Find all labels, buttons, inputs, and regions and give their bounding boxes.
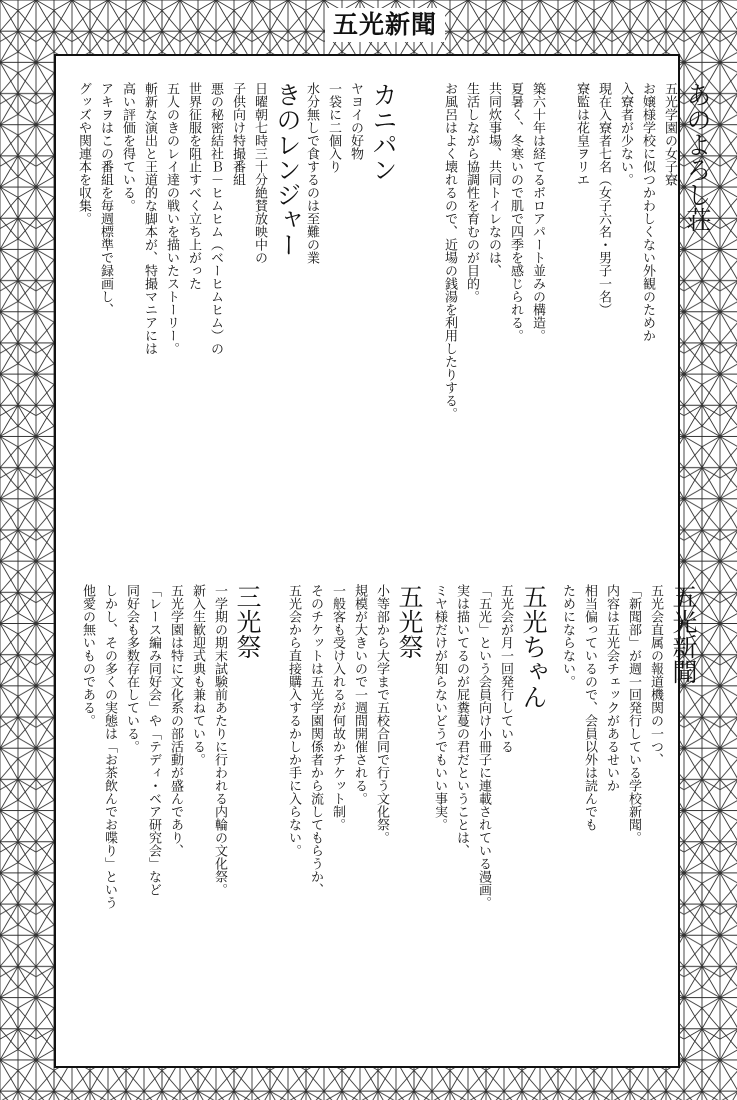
article-title: 五光祭 [395, 584, 424, 659]
article-line: 同好会も多数存在している。 [124, 584, 139, 753]
article-line: 子供向け特撮番組 [230, 82, 245, 186]
article-panel [54, 54, 712, 1068]
article-line: 寮監は花皇ヲリエ [574, 82, 589, 186]
article-line: お嬢様学校に似つかわしくない外観のためか [640, 82, 655, 342]
article-line: 水分無しで食するのは至難の業 [304, 82, 319, 264]
article-line: 相当偏っているので、会員以外は読んでも [582, 584, 597, 831]
article-line: 斬新な演出と王道的な脚本が、特撮マニアには [142, 82, 157, 355]
article-title: あのよろし荘 [683, 82, 712, 232]
article-line: 「五光」という会員向け小冊子に連載されている漫画。 [476, 584, 491, 909]
article-line: そのチケットは五光学園関係者から流してもらうか、 [308, 584, 323, 896]
article-kino-ranger [72, 82, 304, 355]
article-line: 現在入寮者七名（女子六名・男子一名） [596, 82, 611, 316]
article-line: 入寮者が少ない。 [618, 82, 633, 186]
article-line: しかし、その多くの実態は「お茶飲んでお喋り」という [102, 584, 117, 909]
article-line: 五光学園は特に文化系の部活動が盛んであり、 [168, 584, 183, 857]
article-line: 共同炊事場、共同トイレなのは、 [486, 82, 501, 277]
article-line: 世界征服を阻止すべく立ち上がった [186, 82, 201, 290]
article-line: 小等部から大学まで五校合同で行う文化祭。 [374, 584, 389, 844]
article-line: 築六十年は経てるボロアパート並みの構造。 [530, 82, 545, 342]
article-line: 五光学園の女子寮 [662, 82, 677, 186]
article-line: 一学期の期末試験前あたりに行われる内輪の文化祭。 [212, 584, 227, 896]
article-goko-chan [428, 584, 550, 909]
article-goko-sai [282, 584, 426, 896]
article-line: 内容は五光会チェックがあるせいか [604, 584, 619, 792]
article-line: 五光会直属の報道機関の一つ、 [648, 584, 663, 766]
article-sanko-sai [76, 584, 264, 909]
article-title: カニパン [369, 82, 398, 182]
article-line: 五光会が月一回発行している [498, 584, 513, 753]
article-line: 他愛の無いものである。 [80, 584, 95, 727]
article-title: 五光新聞 [669, 584, 698, 684]
article-line: 「レース編み同好会」や「テディ・ベア研究会」など [146, 584, 161, 896]
article-line: 高い評価を得ている。 [120, 82, 135, 212]
article-line: 規模が大きいので一週間開催される。 [352, 584, 367, 805]
article-line: グッズや関連本を収集。 [76, 82, 91, 225]
article-line: ミヤ様だけが知らないどうでもいい事実。 [432, 584, 447, 831]
article-line: 日曜朝七時三十分絶賛放映中の [252, 82, 267, 264]
article-goko-shimbun [556, 584, 700, 844]
article-line: 「新聞部」が週一回発行している学校新聞。 [626, 584, 641, 844]
article-line: 生活しながら協調性を育むのが目的。 [464, 82, 479, 303]
article-line: アキヲはこの番組を毎週標準で録画し、 [98, 82, 113, 316]
article-title: 五光ちゃん [519, 584, 548, 709]
article-line: 五人のきのレイ達の戦いを描いたストーリー。 [164, 82, 179, 355]
article-line: ヤヨイの好物 [348, 82, 363, 160]
article-anoyoroshi-so [438, 82, 714, 420]
article-line: 夏暑く、冬寒いので肌で四季を感じられる。 [508, 82, 523, 342]
article-line: 一般客も受け入れるが何故かチケット制。 [330, 584, 345, 831]
article-kanipan [300, 82, 400, 264]
masthead-title: 五光新聞 [325, 8, 445, 42]
article-line: 五光会から直接購入するかしか手に入らない。 [286, 584, 301, 857]
article-line: お風呂はよく壊れるので、近場の銭湯を利用したりする。 [442, 82, 457, 420]
article-title: 三光祭 [233, 584, 262, 659]
article-line: 実は描いてるのが屁糞蔓の君だということは、 [454, 584, 469, 857]
article-title: きのレンジャー [273, 82, 302, 257]
article-line: ためにならない。 [560, 584, 575, 688]
article-line [548, 82, 570, 420]
article-line: 新入生歓迎式典も兼ねている。 [190, 584, 205, 766]
article-line: 一袋に二個入り [326, 82, 341, 173]
article-line: 悪の秘密結社Ｂ－ヒムヒム（ベーヒムヒム）の [208, 82, 223, 355]
